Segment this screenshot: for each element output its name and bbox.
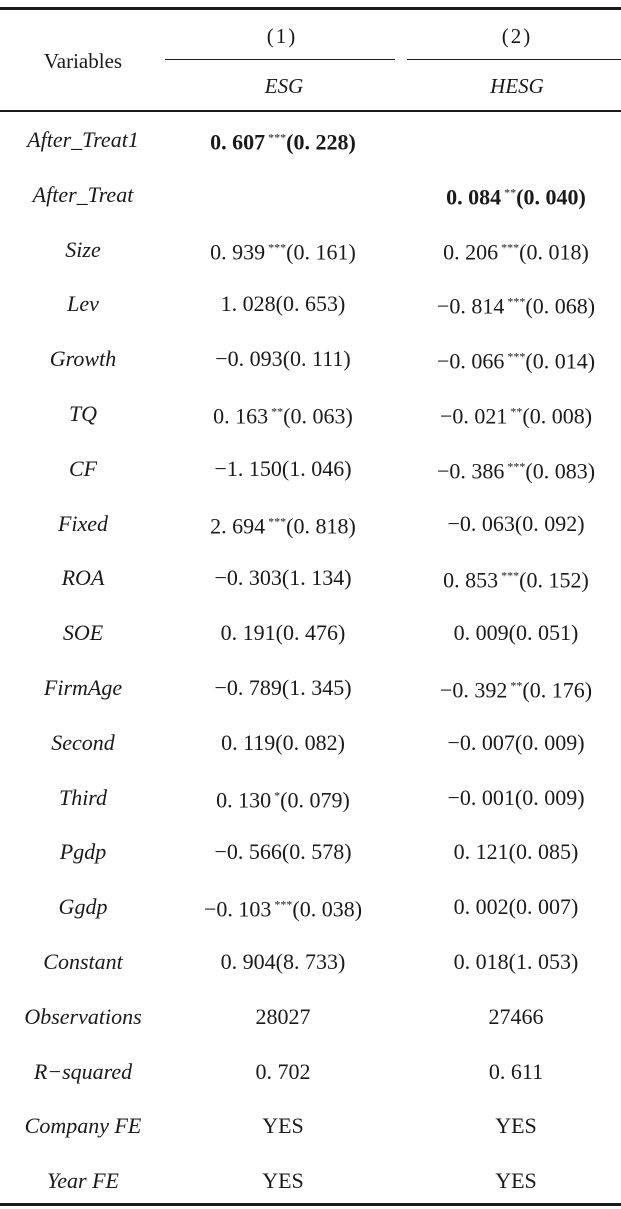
row-label: CF xyxy=(68,455,98,481)
significance-stars: *** xyxy=(274,897,293,912)
row-label: Pgdp xyxy=(59,839,107,865)
variables-header: Variables xyxy=(43,49,123,73)
significance-stars: *** xyxy=(501,568,520,583)
significance-stars: *** xyxy=(501,240,520,255)
standard-error: (0. 152) xyxy=(519,567,589,593)
table-cell-column-2 xyxy=(437,288,595,321)
standard-error: (0. 082) xyxy=(275,729,345,755)
standard-error: (0. 009) xyxy=(514,784,585,810)
coefficient: 27466 xyxy=(488,1003,544,1029)
significance-stars: *** xyxy=(268,240,287,255)
row-label: Year FE xyxy=(47,1168,119,1194)
table-cell-column-1 xyxy=(210,233,356,266)
standard-error: (1. 134) xyxy=(281,565,352,591)
table-cell-column-1 xyxy=(214,564,351,592)
column-2-number: (2) xyxy=(501,24,533,48)
standard-error: (0. 476) xyxy=(275,620,346,646)
row-label: Growth xyxy=(49,346,117,372)
standard-error: (0. 014) xyxy=(525,348,596,374)
table-cell-column-2 xyxy=(446,178,586,211)
coefficient: 2. 694 xyxy=(210,513,266,539)
row-label: ROA xyxy=(61,565,105,591)
row-label: After_Treat1 xyxy=(27,127,139,152)
standard-error: (0. 068) xyxy=(525,293,596,319)
standard-error: (0. 083) xyxy=(525,458,596,484)
coefficient: YES xyxy=(262,1168,304,1194)
row-label: Second xyxy=(51,729,115,755)
standard-error: (0. 040) xyxy=(516,184,586,210)
table-cell-column-2 xyxy=(437,343,595,376)
table-cell-column-2 xyxy=(443,233,589,266)
row-label: Fixed xyxy=(57,510,109,536)
table-cell-column-2 xyxy=(495,1112,537,1140)
table-cell-column-2 xyxy=(443,562,589,595)
significance-stars: *** xyxy=(507,459,526,474)
column-1-number: (1) xyxy=(266,24,298,48)
coefficient: YES xyxy=(495,1113,537,1139)
table-cell-column-1 xyxy=(216,781,350,814)
coefficient: 0. 191 xyxy=(220,620,276,646)
standard-error: (0. 051) xyxy=(508,620,579,646)
standard-error: (0. 578) xyxy=(281,839,352,865)
significance-stars: ** xyxy=(510,404,523,419)
row-label: Ggdp xyxy=(58,894,108,920)
column-2-subrule xyxy=(407,59,621,60)
coefficient: 0. 163 xyxy=(213,403,269,429)
coefficient: 0. 611 xyxy=(488,1058,544,1084)
coefficient: −0. 566 xyxy=(214,839,282,865)
table-cell-column-1 xyxy=(221,729,345,757)
table-cell-column-2 xyxy=(489,1003,544,1031)
coefficient: 0. 084 xyxy=(446,184,502,210)
coefficient: −0. 789 xyxy=(214,675,282,700)
row-label: Constant xyxy=(43,949,123,974)
significance-stars: *** xyxy=(507,294,526,309)
table-cell-column-2 xyxy=(454,893,579,921)
standard-error: (0. 009) xyxy=(514,729,585,755)
table-cell-column-1 xyxy=(215,345,350,373)
table-cell-column-1 xyxy=(262,1112,304,1140)
coefficient: −0. 814 xyxy=(436,293,505,319)
significance-stars: *** xyxy=(268,130,287,145)
standard-error: (0. 007) xyxy=(508,894,579,920)
table-cell-column-2 xyxy=(440,672,592,705)
standard-error: (0. 038) xyxy=(292,896,363,922)
coefficient: 28027 xyxy=(255,1003,311,1029)
coefficient: 0. 904 xyxy=(220,949,276,974)
table-cell-column-1 xyxy=(221,290,346,318)
standard-error: (0. 079) xyxy=(280,787,350,813)
table-cell-column-1 xyxy=(256,1058,311,1086)
row-label: SOE xyxy=(62,620,104,646)
significance-stars: ** xyxy=(510,678,523,693)
table-cell-column-1 xyxy=(213,398,353,431)
significance-stars: * xyxy=(274,788,281,803)
standard-error: (0. 818) xyxy=(286,513,356,539)
table-cell-column-2 xyxy=(495,1167,537,1195)
coefficient: YES xyxy=(262,1113,304,1139)
table-cell-column-2 xyxy=(489,1058,543,1086)
standard-error: (0. 008) xyxy=(522,403,593,429)
row-label: FirmAge xyxy=(43,675,123,700)
coefficient: 0. 121 xyxy=(453,839,509,865)
table-cell-column-2 xyxy=(447,729,584,757)
bottom-rule xyxy=(0,1203,621,1206)
coefficient: 0. 009 xyxy=(453,620,509,646)
table-cell-column-1 xyxy=(214,838,351,866)
coefficient: 0. 018 xyxy=(453,949,509,974)
coefficient: 0. 853 xyxy=(443,567,499,593)
table-cell-column-2 xyxy=(437,452,595,485)
standard-error: (0. 018) xyxy=(519,239,589,265)
coefficient: 0. 702 xyxy=(255,1058,311,1084)
standard-error: (0. 228) xyxy=(286,129,356,155)
significance-stars: *** xyxy=(268,514,287,529)
header-rule xyxy=(0,110,621,112)
table-cell-column-2 xyxy=(447,510,584,538)
table-cell-column-1 xyxy=(256,1003,311,1031)
column-1-dependent-variable: ESG xyxy=(264,74,304,98)
coefficient: −0. 066 xyxy=(436,348,505,374)
standard-error: (0. 176) xyxy=(522,677,593,703)
significance-stars: *** xyxy=(507,349,526,364)
coefficient: −0. 063 xyxy=(447,510,515,536)
coefficient: −0. 021 xyxy=(439,403,508,429)
row-label: Company FE xyxy=(24,1113,142,1139)
standard-error: (0. 653) xyxy=(275,291,346,317)
coefficient: −0. 386 xyxy=(436,458,505,484)
table-cell-column-1 xyxy=(210,124,356,157)
coefficient: 0. 119 xyxy=(221,729,276,755)
coefficient: −0. 093 xyxy=(215,346,283,372)
standard-error: (0. 161) xyxy=(286,239,356,265)
coefficient: −1. 150 xyxy=(214,455,282,481)
significance-stars: ** xyxy=(271,404,284,419)
row-label: Lev xyxy=(67,291,99,317)
table-cell-column-1 xyxy=(262,1167,304,1195)
standard-error: (1. 053) xyxy=(508,949,579,974)
column-1-subrule xyxy=(165,59,395,60)
standard-error: (0. 111) xyxy=(282,346,351,372)
standard-error: (0. 063) xyxy=(283,403,353,429)
standard-error: (1. 345) xyxy=(281,675,352,700)
coefficient: 0. 002 xyxy=(453,894,509,920)
table-cell-column-2 xyxy=(454,948,579,976)
standard-error: (0. 092) xyxy=(514,510,585,536)
table-cell-column-1 xyxy=(210,507,356,540)
coefficient: 0. 130 xyxy=(216,787,272,813)
standard-error: (8. 733) xyxy=(275,949,346,974)
coefficient: −0. 001 xyxy=(447,784,515,810)
coefficient: −0. 103 xyxy=(203,896,272,922)
coefficient: 0. 607 xyxy=(210,129,266,155)
top-rule xyxy=(0,7,621,10)
coefficient: −0. 392 xyxy=(439,677,508,703)
coefficient: YES xyxy=(495,1168,537,1194)
table-cell-column-1 xyxy=(221,948,346,976)
table-cell-column-2 xyxy=(454,619,579,647)
standard-error: (0. 085) xyxy=(508,839,579,865)
row-label: After_Treat xyxy=(32,181,134,207)
coefficient: −0. 303 xyxy=(214,565,282,591)
column-2-dependent-variable: HESG xyxy=(490,74,544,98)
row-label: Size xyxy=(65,236,101,262)
table-cell-column-1 xyxy=(214,674,351,702)
table-cell-column-1 xyxy=(204,891,362,924)
coefficient: 1. 028 xyxy=(220,291,276,317)
row-label: TQ xyxy=(68,401,98,426)
coefficient: 0. 939 xyxy=(210,239,266,265)
row-label: Third xyxy=(58,784,108,810)
table-cell-column-1 xyxy=(221,619,346,647)
coefficient: −0. 007 xyxy=(447,729,515,755)
row-label: Observations xyxy=(24,1003,142,1029)
row-label: R−squared xyxy=(33,1058,133,1084)
table-cell-column-2 xyxy=(440,398,592,431)
table-cell-column-1 xyxy=(214,455,351,483)
standard-error: (1. 046) xyxy=(281,455,352,481)
table-cell-column-2 xyxy=(447,784,584,812)
coefficient: 0. 206 xyxy=(443,239,499,265)
table-cell-column-2 xyxy=(454,838,579,866)
significance-stars: ** xyxy=(504,185,517,200)
